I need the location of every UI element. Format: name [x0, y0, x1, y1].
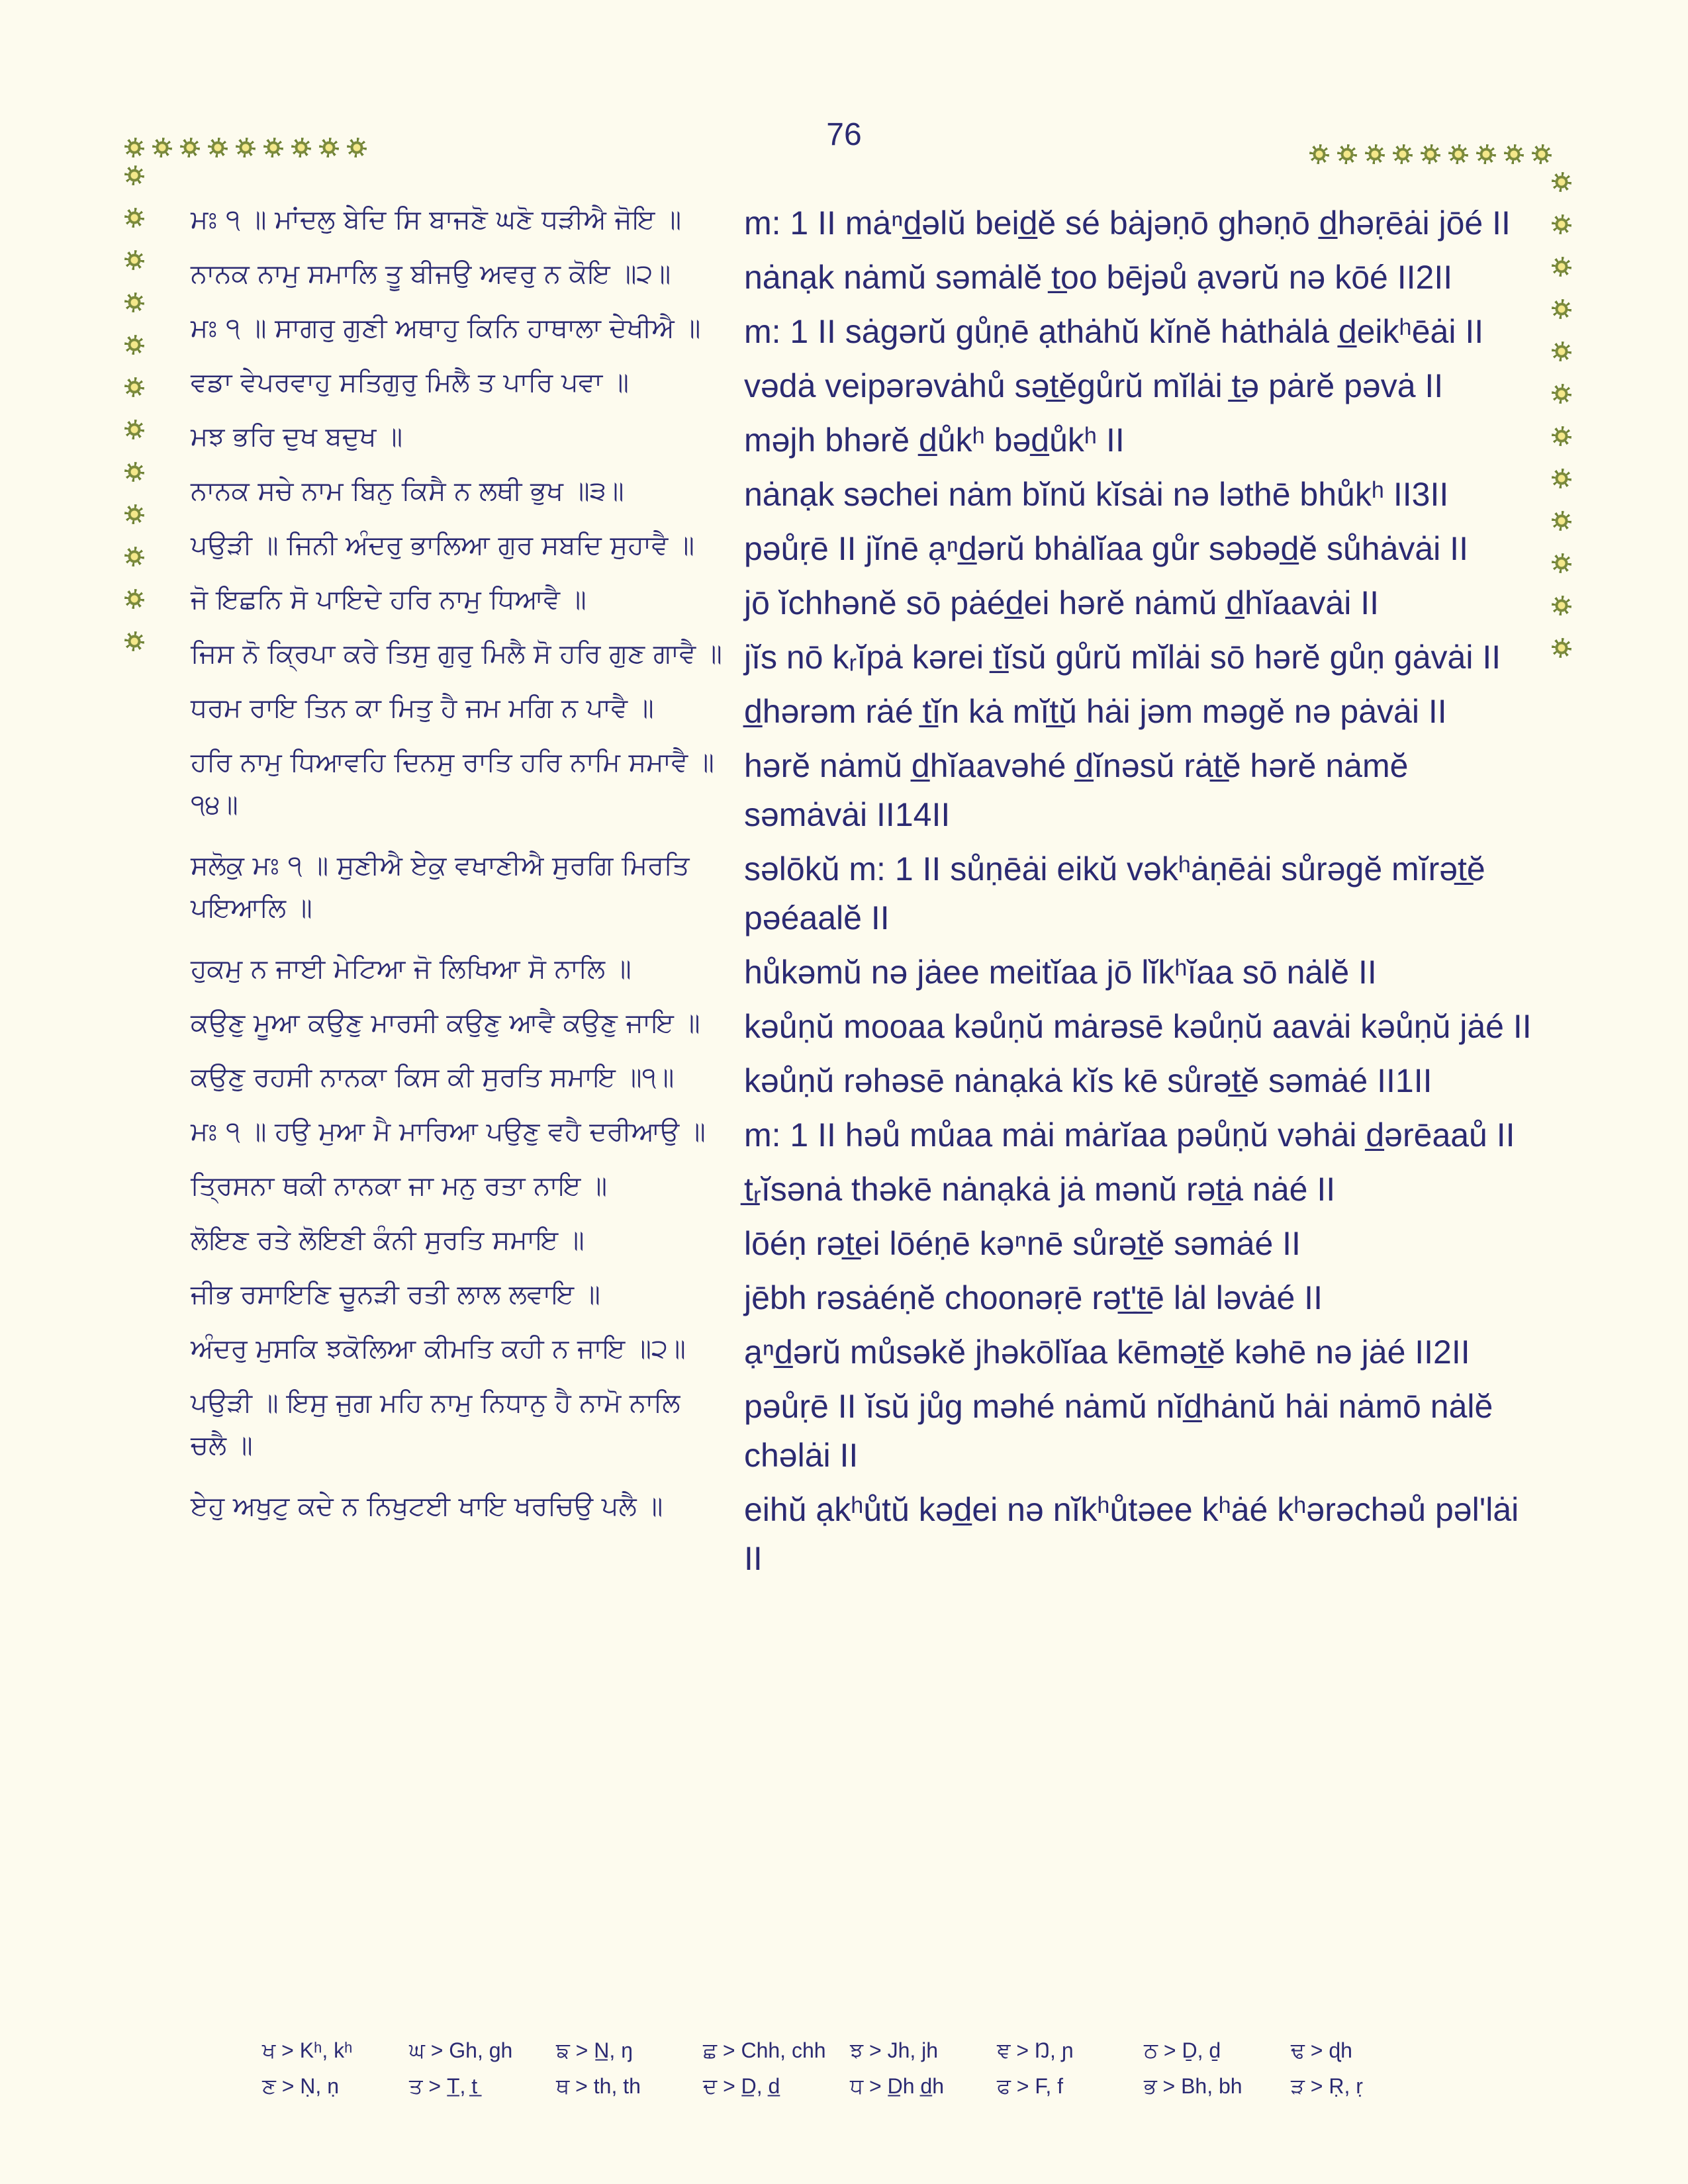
- transliteration-text: d̲hərəm rȧé t̲ĭn kȧ mĭt̲ŭ hȧi jəm məgĕ nə pȧvȧi II: [743, 693, 1447, 730]
- flower-ornament-icon: [1552, 299, 1571, 319]
- flower-ornament-icon: [291, 138, 311, 158]
- verse-row: [191, 687, 1534, 736]
- gurmukhi-text: ਹਰਿ ਨਾਮੁ ਧਿਆਵਹਿ ਦਿਨਸੁ ਰਾਤਿ ਹਰਿ ਨਾਮਿ ਸਮਾਵੈ ॥੧੪॥: [191, 747, 714, 820]
- legend-item: ਝ > Jh, jh: [850, 2038, 939, 2062]
- gurmukhi-text: ਪਉੜੀ ॥ ਇਸੁ ਜੁਗ ਮਹਿ ਨਾਮੁ ਨਿਧਾਨੁ ਹੈ ਨਾਮੋ ਨਾਲਿ ਚਲੈ ॥: [191, 1388, 680, 1461]
- flower-ornament-icon: [347, 138, 367, 158]
- gurmukhi-text: ਨਾਨਕ ਨਾਮੁ ਸਮਾਲਿ ਤੂ ਬੀਜਉ ਅਵਰੁ ਨ ਕੋਇ ॥੨॥: [191, 259, 671, 289]
- verse-row: [191, 1328, 1534, 1377]
- flower-ornament-icon: [1365, 144, 1385, 164]
- verse-row: [191, 1485, 1534, 1583]
- flower-ornament-icon: [124, 208, 144, 228]
- flower-ornament-icon: [152, 138, 172, 158]
- page-number: 76: [826, 117, 862, 152]
- flower-ornament-icon: [1552, 511, 1571, 531]
- flower-ornament-icon: [1552, 384, 1571, 404]
- transliteration-text: jĭs nō kᵣĭpȧ kərei t̲ĭsŭ gůrŭ mĭlȧi sō hərĕ gůṇ gȧvȧi II: [743, 639, 1501, 676]
- transliteration-text: pəůṛē II jĭnē ạⁿd̲ərŭ bhȧlĭaa gůr səbəd̲ĕ sůhȧvȧi II: [743, 530, 1468, 567]
- gurmukhi-text: ਵਡਾ ਵੇਪਰਵਾਹੁ ਸਤਿਗੁਰੁ ਮਿਲੈ ਤ ਪਾਰਿ ਪਵਾ ॥: [191, 367, 629, 398]
- transliteration-text: eihŭ ạkʰůtŭ kəd̲ei nə nĭkʰůtəee kʰȧé kʰərəchəů pəl'lȧi II: [743, 1491, 1519, 1577]
- verse-row: [191, 1002, 1534, 1051]
- legend-item: ਫ > F, f: [997, 2074, 1064, 2098]
- gurmukhi-text: ਜੀਭ ਰਸਾਇਣਿ ਚੂਨੜੀ ਰਤੀ ਲਾਲ ਲਵਾਇ ॥: [191, 1279, 600, 1310]
- legend-item: ਙ > N̲, ŋ: [556, 2038, 633, 2062]
- gurmukhi-text: ਸਲੋਕੁ ਮਃ ੧ ॥ ਸੁਣੀਐ ਏਕੁ ਵਖਾਣੀਐ ਸੁਰਗਿ ਮਿਰਤਿ ਪਇਆਲਿ ॥: [191, 850, 690, 923]
- verse-row: [191, 361, 1534, 410]
- verse-list: [191, 199, 1534, 1588]
- flower-ornament-icon: [180, 138, 200, 158]
- flower-ornament-icon: [1552, 214, 1571, 234]
- legend-item: ਢ > ɖh: [1291, 2038, 1352, 2062]
- flower-ornament-icon: [1552, 596, 1571, 615]
- legend-item: ਖ > Kʰ, kʰ: [262, 2038, 353, 2062]
- gurmukhi-text: ਕਉਣੁ ਰਹਸੀ ਨਾਨਕਾ ਕਿਸ ਕੀ ਸੁਰਤਿ ਸਮਾਇ ॥੧॥: [191, 1062, 675, 1093]
- flower-ornament-icon: [1552, 469, 1571, 488]
- flower-ornament-icon: [1552, 426, 1571, 446]
- verse-row: [191, 416, 1534, 465]
- flower-ornament-icon: [1552, 553, 1571, 573]
- transliteration-text: kəůṇŭ rəhəsē nȧnạkȧ kĭs kē sůrət̲ĕ səmȧé II1II: [743, 1062, 1432, 1099]
- gurmukhi-text: ਮਃ ੧ ॥ ਸਾਗਰੁ ਗੁਣੀ ਅਥਾਹੁ ਕਿਨਿ ਹਾਥਾਲਾ ਦੇਖੀਐ ॥: [191, 313, 701, 343]
- legend-item: ਧ > D̲h d̲h: [850, 2074, 945, 2098]
- transliteration-text: jō ĭchhənĕ sō pȧéd̲ei hərĕ nȧmŭ d̲hĭaavȧi II: [743, 584, 1379, 621]
- verse-row: [191, 1165, 1534, 1214]
- legend-item: ਘ > Gh, gh: [409, 2038, 513, 2062]
- transliteration-text: m: 1 II sȧgərŭ gůṇē ạthȧhŭ kĭnĕ hȧthȧlȧ d̲eikʰēȧi II: [743, 313, 1484, 350]
- flower-ornament-icon: [1552, 257, 1571, 277]
- flower-ornament-icon: [236, 138, 256, 158]
- legend-item: ਞ > Ŋ, ɲ: [997, 2038, 1074, 2062]
- verse-row: [191, 578, 1534, 627]
- transliteration-text: ạⁿd̲ərŭ můsəkĕ jhəkōlĭaa kēmət̲ĕ kəhē nə jȧé II2II: [743, 1334, 1470, 1371]
- gurmukhi-text: ਮਃ ੧ ॥ ਹਉ ਮੁਆ ਮੈ ਮਾਰਿਆ ਪਉਣੁ ਵਹੈ ਦਰੀਆਉ ॥: [191, 1116, 706, 1147]
- transliteration-text: məjh bhərĕ d̲ůkʰ bəd̲ůkʰ II: [743, 422, 1125, 459]
- verse-row: [191, 741, 1534, 839]
- gurmukhi-text: ਏਹੁ ਅਖੁਟੁ ਕਦੇ ਨ ਨਿਖੁਟਈ ਖਾਇ ਖਰਚਿਉ ਪਲੈ ॥: [191, 1491, 663, 1522]
- transliteration-text: jēbh rəsȧéṇĕ choonəṛē rət̲'t̲ē lȧl ləvȧé II: [743, 1279, 1323, 1316]
- flower-ornament-icon: [124, 631, 144, 651]
- flower-ornament-icon: [124, 504, 144, 524]
- gurmukhi-text: ਕਉਣੁ ਮੂਆ ਕਉਣੁ ਮਾਰਸੀ ਕਉਣੁ ਆਵੈ ਕਉਣੁ ਜਾਇ ॥: [191, 1008, 700, 1038]
- verse-row: [191, 1382, 1534, 1480]
- gurmukhi-text: ਤ੍ਰਿਸਨਾ ਥਕੀ ਨਾਨਕਾ ਜਾ ਮਨੁ ਰਤਾ ਨਾਇ ॥: [191, 1171, 608, 1201]
- legend-row: [262, 2074, 1454, 2110]
- flower-ornament-icon: [124, 165, 144, 185]
- legend-item: ਠ > Ḏ, ḏ: [1144, 2038, 1221, 2062]
- legend-item: ਦ > D̲, d̲: [703, 2074, 780, 2098]
- verse-row: [191, 307, 1534, 356]
- legend-item: ਤ > T̲, t̲: [409, 2074, 478, 2098]
- verse-row: [191, 1219, 1534, 1268]
- gurmukhi-text: ਨਾਨਕ ਸਚੇ ਨਾਮ ਬਿਨੁ ਕਿਸੈ ਨ ਲਥੀ ਭੁਖ ॥੩॥: [191, 476, 624, 506]
- flower-ornament-icon: [124, 377, 144, 397]
- transliteration-text: t̲ᵣĭsənȧ thəkē nȧnạkȧ jȧ mənŭ rət̲ȧ nȧé II: [743, 1171, 1336, 1208]
- verse-row: [191, 1056, 1534, 1105]
- transliteration-text: səlōkŭ m: 1 II sůṇēȧi eikŭ vəkʰȧṇēȧi sůrəgĕ mĭrət̲ĕ pəéaalĕ II: [743, 850, 1485, 936]
- transliteration-text: lōéṇ rət̲ei lōéṇē kəⁿnē sůrət̲ĕ səmȧé II: [743, 1225, 1301, 1262]
- legend-item: ਭ > Bh, bh: [1144, 2074, 1243, 2098]
- flower-ornament-icon: [1552, 638, 1571, 658]
- verse-row: [191, 199, 1534, 248]
- gurmukhi-text: ਪਉੜੀ ॥ ਜਿਨੀ ਅੰਦਰੁ ਭਾਲਿਆ ਗੁਰ ਸਬਦਿ ਸੁਹਾਵੈ ॥: [191, 530, 694, 561]
- flower-ornament-icon: [1337, 144, 1357, 164]
- transliteration-text: vədȧ veipərəvȧhů sət̲ĕgůrŭ mĭlȧi t̲ə pȧrĕ pəvȧ II: [743, 367, 1444, 404]
- flower-ornament-icon: [124, 547, 144, 567]
- gurmukhi-text: ਧਰਮ ਰਾਇ ਤਿਨ ਕਾ ਮਿਤੁ ਹੈ ਜਮ ਮਗਿ ਨ ਪਾਵੈ ॥: [191, 693, 654, 723]
- flower-ornament-icon: [1552, 172, 1571, 192]
- flower-ornament-icon: [1309, 144, 1329, 164]
- gurmukhi-text: ਜੋ ਇਛਨਿ ਸੋ ਪਾਇਦੇ ਹਰਿ ਨਾਮੁ ਧਿਆਵੈ ॥: [191, 584, 586, 615]
- transliteration-text: hərĕ nȧmŭ d̲hĭaavəhé d̲ĭnəsŭ rȧt̲ĕ hərĕ nȧmĕ səmȧvȧi II14II: [743, 747, 1409, 833]
- legend-item: ਛ > Chh, chh: [703, 2038, 826, 2062]
- verse-row: [191, 1111, 1534, 1160]
- transliteration-text: pəůṛē II ĭsŭ jůg məhé nȧmŭ nĭd̲hȧnŭ hȧi nȧmō nȧlĕ chəlȧi II: [743, 1388, 1493, 1474]
- gurmukhi-text: ਅੰਦਰੁ ਮੁਸਕਿ ਝਕੋਲਿਆ ਕੀਮਤਿ ਕਹੀ ਨ ਜਾਇ ॥੨॥: [191, 1334, 686, 1364]
- transliteration-text: kəůṇŭ mooaa kəůṇŭ mȧrəsē kəůṇŭ aavȧi kəůṇŭ jȧé II: [743, 1008, 1532, 1045]
- flower-ornament-icon: [124, 250, 144, 270]
- flower-ornament-icon: [1421, 144, 1440, 164]
- legend-row: [262, 2038, 1454, 2074]
- flower-ornament-icon: [124, 462, 144, 482]
- transliteration-text: m: 1 II həů můaa mȧi mȧrĭaa pəůṇŭ vəhȧi d̲ərēaaů II: [743, 1116, 1515, 1154]
- legend-item: ੜ > Ṛ, ṛ: [1291, 2074, 1363, 2098]
- verse-row: [191, 844, 1534, 942]
- flower-ornament-icon: [124, 335, 144, 355]
- transliteration-text: hůkəmŭ nə jȧee meitĭaa jō lĭkʰĭaa sō nȧlĕ II: [743, 954, 1377, 991]
- transliteration-legend: [262, 2038, 1454, 2110]
- flower-ornament-icon: [263, 138, 283, 158]
- transliteration-text: m: 1 II mȧⁿd̲əlŭ beid̲ĕ sé bȧjəṇō ghəṇō d̲həṛēȧi jōé II: [743, 205, 1511, 242]
- verse-row: [191, 948, 1534, 997]
- verse-row: [191, 470, 1534, 519]
- flower-ornament-icon: [1476, 144, 1496, 164]
- verse-row: [191, 253, 1534, 302]
- flower-ornament-icon: [1552, 341, 1571, 361]
- gurmukhi-text: ਲੋਇਣ ਰਤੇ ਲੋਇਣੀ ਕੰਨੀ ਸੁਰਤਿ ਸਮਾਇ ॥: [191, 1225, 585, 1255]
- gurmukhi-text: ਜਿਸ ਨੋ ਕ੍ਰਿਪਾ ਕਰੇ ਤਿਸੁ ਗੁਰੁ ਮਿਲੈ ਸੋ ਹਰਿ ਗੁਣ ਗਾਵੈ ॥: [191, 639, 722, 669]
- flower-ornament-icon: [124, 293, 144, 312]
- flower-ornament-icon: [319, 138, 339, 158]
- flower-ornament-icon: [1448, 144, 1468, 164]
- gurmukhi-text: ਮਃ ੧ ॥ ਮਾਂਦਲੁ ਬੇਦਿ ਸਿ ਬਾਜਣੋ ਘਣੋ ਧੜੀਐ ਜੋਇ ॥: [191, 205, 682, 235]
- transliteration-text: nȧnạk nȧmŭ səmȧlĕ t̲oo bējəů ạvərŭ nə kōé II2II: [743, 259, 1453, 296]
- flower-ornament-icon: [1504, 144, 1524, 164]
- gurmukhi-text: ਹੁਕਮੁ ਨ ਜਾਈ ਮੇਟਿਆ ਜੋ ਲਿਖਿਆ ਸੋ ਨਾਲਿ ॥: [191, 954, 632, 984]
- verse-row: [191, 524, 1534, 573]
- flower-ornament-icon: [1393, 144, 1413, 164]
- flower-ornament-icon: [124, 420, 144, 439]
- legend-item: ਣ > Ṇ, ṇ: [262, 2074, 339, 2098]
- flower-ornament-icon: [1532, 144, 1552, 164]
- flower-ornament-icon: [208, 138, 228, 158]
- gurmukhi-text: ਮਝ ਭਰਿ ਦੁਖ ਬਦੁਖ ॥: [191, 422, 403, 452]
- verse-row: [191, 1273, 1534, 1322]
- transliteration-text: nȧnạk səchei nȧm bĭnŭ kĭsȧi nə ləthē bhůkʰ II3II: [743, 476, 1449, 513]
- legend-item: ਥ > th, th: [556, 2074, 641, 2098]
- verse-row: [191, 633, 1534, 682]
- flower-ornament-icon: [124, 138, 144, 158]
- flower-ornament-icon: [124, 589, 144, 609]
